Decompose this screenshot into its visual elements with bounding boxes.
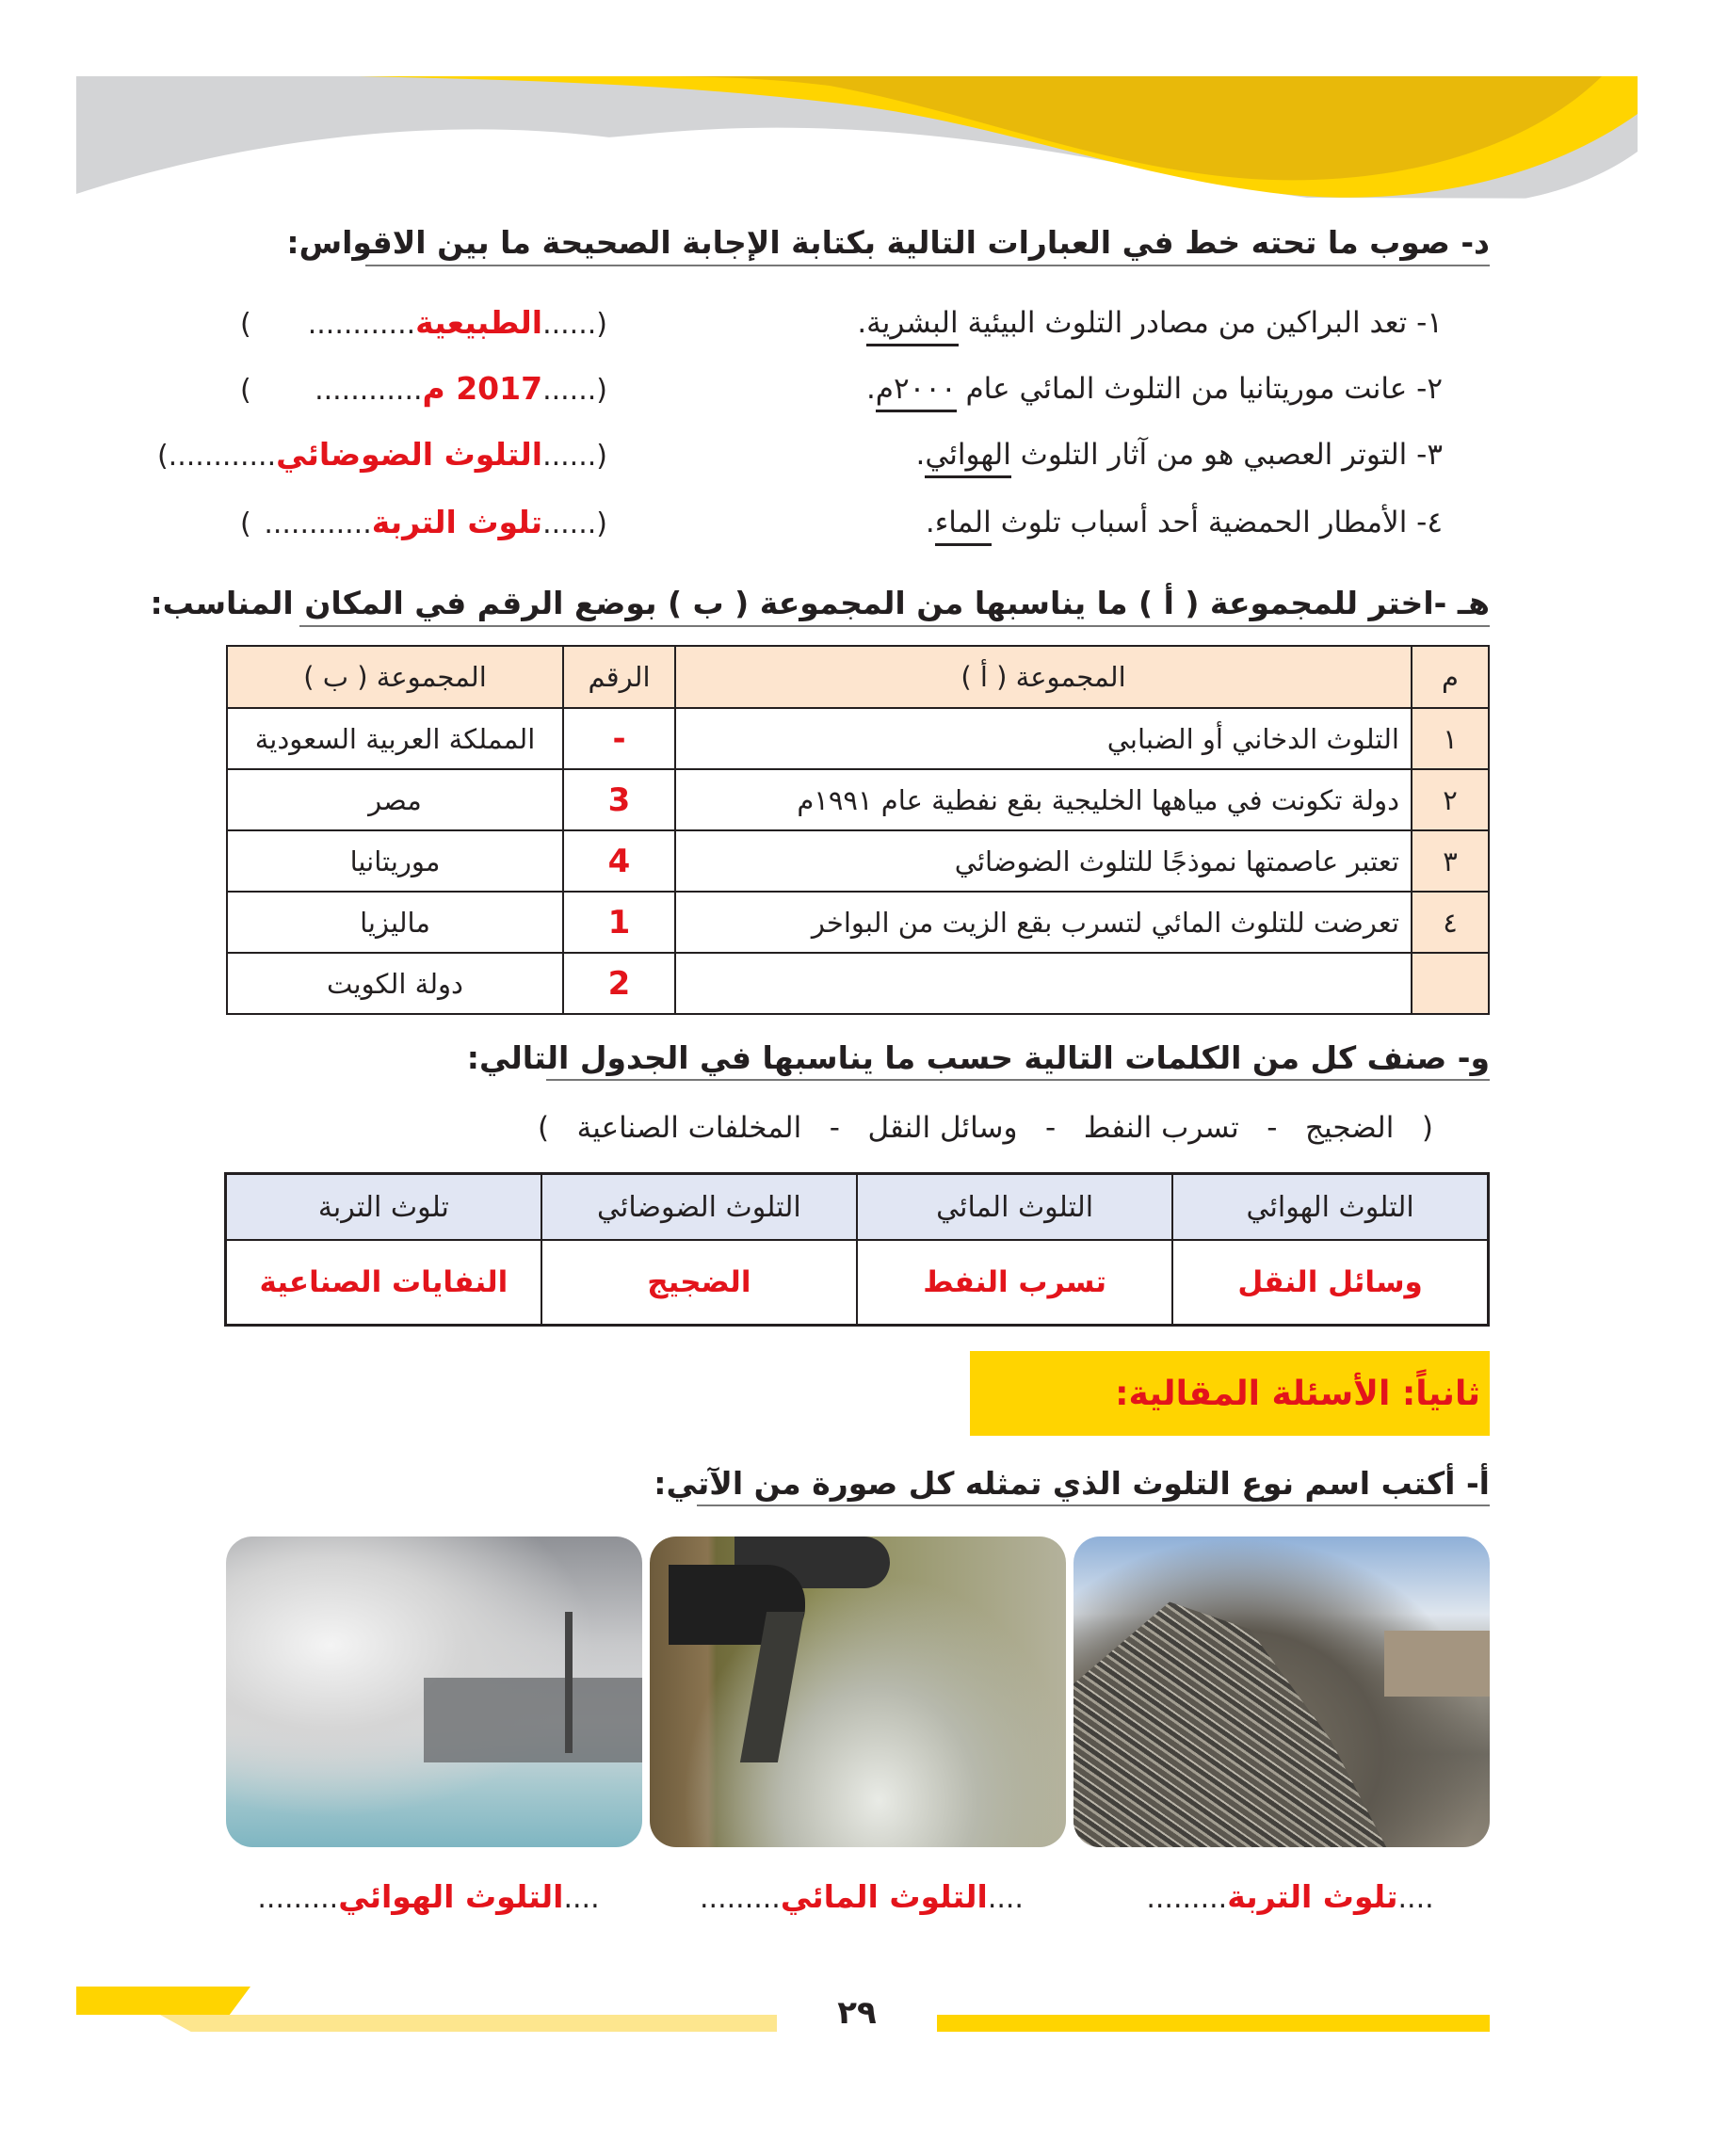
cell-index: ١ <box>1412 708 1489 769</box>
matching-table-header <box>227 646 1489 708</box>
dots: .... <box>1397 1882 1434 1915</box>
dots: ......... <box>1146 1882 1228 1915</box>
underlined-word: البشرية <box>866 306 958 346</box>
table-row <box>227 769 1489 830</box>
word-bank: ( الضجيج - تسرب النفط - وسائل النقل - المخلفات الصناعية ) <box>537 1111 1433 1145</box>
cell-index: ٣ <box>1412 830 1489 892</box>
section-d-title: د- صوب ما تحته خط في العبارات التالية بكتابة الإجابة الصحيحة ما بين الاقواس: <box>286 224 1490 261</box>
corrected-answer: تلوث التربة <box>371 504 543 540</box>
section-h-title: هـ -اختر للمجموعة ( أ ) ما يناسبها من المجموعة ( ب ) بوضع الرقم في المكان المناسب: <box>150 585 1490 621</box>
statement-3 <box>916 438 1443 472</box>
table-row <box>227 708 1489 769</box>
statement-period: . <box>865 372 876 406</box>
open-paren: ( <box>596 440 607 473</box>
statement-text: ٢- عانت موريتانيا من التلوث المائي عام <box>956 372 1443 406</box>
cell-group-b: ماليزيا <box>227 892 563 953</box>
dots: ...... <box>542 440 597 473</box>
essay-questions-banner-label: ثانياً: الأسئلة المقالية: <box>1115 1374 1480 1413</box>
dots: .... <box>563 1882 600 1915</box>
cell-number: 4 <box>563 830 675 892</box>
close-paren: ) <box>240 374 251 407</box>
footer-left-bar <box>160 2015 777 2032</box>
answer-2 <box>240 370 607 407</box>
section-d-title-underline <box>365 265 1490 266</box>
close-paren: ) <box>156 440 169 473</box>
cell-group-a <box>675 953 1412 1014</box>
pollution-type-answer: التلوث الهوائي <box>338 1878 564 1915</box>
classification-table-header <box>226 1174 1489 1241</box>
cell-number: 3 <box>563 769 675 830</box>
statement-1 <box>857 306 1443 340</box>
dots: ...... <box>542 308 597 341</box>
cell-group-b: مصر <box>227 769 563 830</box>
cell-group-a: دولة تكونت في مياهها الخليجية بقع نفطية عام ١٩٩١م <box>675 769 1412 830</box>
classification-table <box>224 1172 1490 1327</box>
matching-table <box>226 645 1490 1015</box>
garbage-dump-photo <box>1073 1537 1490 1847</box>
dots: ...... <box>542 507 597 540</box>
section-w-title-underline <box>546 1079 1490 1081</box>
table-row <box>227 892 1489 953</box>
cell-number: 1 <box>563 892 675 953</box>
close-paren: ) <box>240 308 251 341</box>
header-group-b: المجموعة ( ب ) <box>227 646 563 708</box>
category-header: التلوث الضوضائي <box>541 1174 857 1241</box>
statement-4 <box>926 506 1443 539</box>
cell-number: - <box>563 708 675 769</box>
section-h-title-underline <box>299 625 1490 627</box>
dots: .... <box>987 1882 1024 1915</box>
header-group-a: المجموعة ( أ ) <box>675 646 1412 708</box>
statement-2 <box>866 372 1443 406</box>
corrected-answer: التلوث الضوضائي <box>276 436 543 473</box>
table-row <box>227 830 1489 892</box>
answer-fill <box>251 370 597 407</box>
question-a-title-underline <box>697 1504 1490 1506</box>
corrected-answer: الطبيعية <box>415 304 543 341</box>
dots: ............ <box>307 308 416 341</box>
close-paren: ) <box>240 507 251 540</box>
cell-group-b: دولة الكويت <box>227 953 563 1014</box>
underlined-word: الهوائي <box>925 438 1010 478</box>
answer-4 <box>240 504 607 540</box>
statement-period: . <box>925 506 935 539</box>
classification-table-answers <box>226 1240 1489 1326</box>
answer-fill <box>251 304 597 341</box>
table-row <box>227 953 1489 1014</box>
footer-left-accent <box>76 1987 250 2015</box>
section-w-title: و- صنف كل من الكلمات التالية حسب ما يناسبها في الجدول التالي: <box>466 1039 1490 1076</box>
cell-group-a: التلوث الدخاني أو الضبابي <box>675 708 1412 769</box>
page-number: ٢٩ <box>837 1994 877 2032</box>
statement-text: ١- تعد البراكين من مصادر التلوث البيئية <box>958 306 1443 340</box>
question-a-title: أ- أكتب اسم نوع التلوث الذي تمثله كل صورة من الآتي: <box>654 1465 1490 1502</box>
cell-index <box>1412 953 1489 1014</box>
cell-group-b: المملكة العربية السعودية <box>227 708 563 769</box>
essay-questions-banner <box>970 1351 1490 1436</box>
cell-index: ٤ <box>1412 892 1489 953</box>
answer-fill <box>169 436 597 473</box>
chimney <box>565 1612 573 1753</box>
cell-index: ٢ <box>1412 769 1489 830</box>
answer-1 <box>240 304 607 341</box>
open-paren: ( <box>596 374 607 407</box>
answer-3 <box>156 436 607 473</box>
corrected-answer: 2017 م <box>422 370 543 407</box>
statement-period: . <box>915 438 926 472</box>
dots: ...... <box>542 374 597 407</box>
dots: ......... <box>700 1882 781 1915</box>
cell-group-b: موريتانيا <box>227 830 563 892</box>
category-header: تلوث التربة <box>226 1174 541 1241</box>
photo-answer-3 <box>245 1878 612 1915</box>
photo-answer-1 <box>1106 1878 1474 1915</box>
answer-fill <box>251 504 597 540</box>
cell-group-a: تعتبر عاصمتها نموذجًا للتلوث الضوضائي <box>675 830 1412 892</box>
underlined-word: الماء <box>935 506 992 546</box>
building <box>1384 1631 1490 1697</box>
cell-number: 2 <box>563 953 675 1014</box>
header-number: الرقم <box>563 646 675 708</box>
category-header: التلوث المائي <box>857 1174 1172 1241</box>
open-paren: ( <box>596 507 607 540</box>
cell-group-a: تعرضت للتلوث المائي لتسرب بقع الزيت من البواخر <box>675 892 1412 953</box>
category-answer: تسرب النفط <box>857 1240 1172 1326</box>
garbage-pile <box>1073 1588 1394 1847</box>
statement-period: . <box>857 306 867 340</box>
statement-text: ٤- الأمطار الحمضية أحد أسباب تلوث <box>991 506 1443 539</box>
statement-text: ٣- التوتر العصبي هو من آثار التلوث <box>1010 438 1443 472</box>
dots: ......... <box>257 1882 339 1915</box>
dots: ............ <box>168 440 277 473</box>
header-wave-banner <box>76 76 1638 199</box>
dots: ............ <box>264 507 372 540</box>
category-header: التلوث الهوائي <box>1172 1174 1488 1241</box>
pollution-type-answer: التلوث المائي <box>780 1878 988 1915</box>
pollution-type-answer: تلوث التربة <box>1227 1878 1398 1915</box>
dots: ............ <box>315 374 423 407</box>
factory-smoke-photo <box>226 1537 642 1847</box>
category-answer: الضجيج <box>541 1240 857 1326</box>
category-answer: وسائل النقل <box>1172 1240 1488 1326</box>
underlined-word: ٢٠٠٠م <box>876 372 957 412</box>
photo-answer-2 <box>678 1878 1045 1915</box>
header-index: م <box>1412 646 1489 708</box>
factory-building <box>424 1678 642 1762</box>
open-paren: ( <box>596 308 607 341</box>
sewage-pipe-photo <box>650 1537 1066 1847</box>
category-answer: النفايات الصناعية <box>226 1240 541 1326</box>
footer-right-bar <box>937 2015 1490 2032</box>
